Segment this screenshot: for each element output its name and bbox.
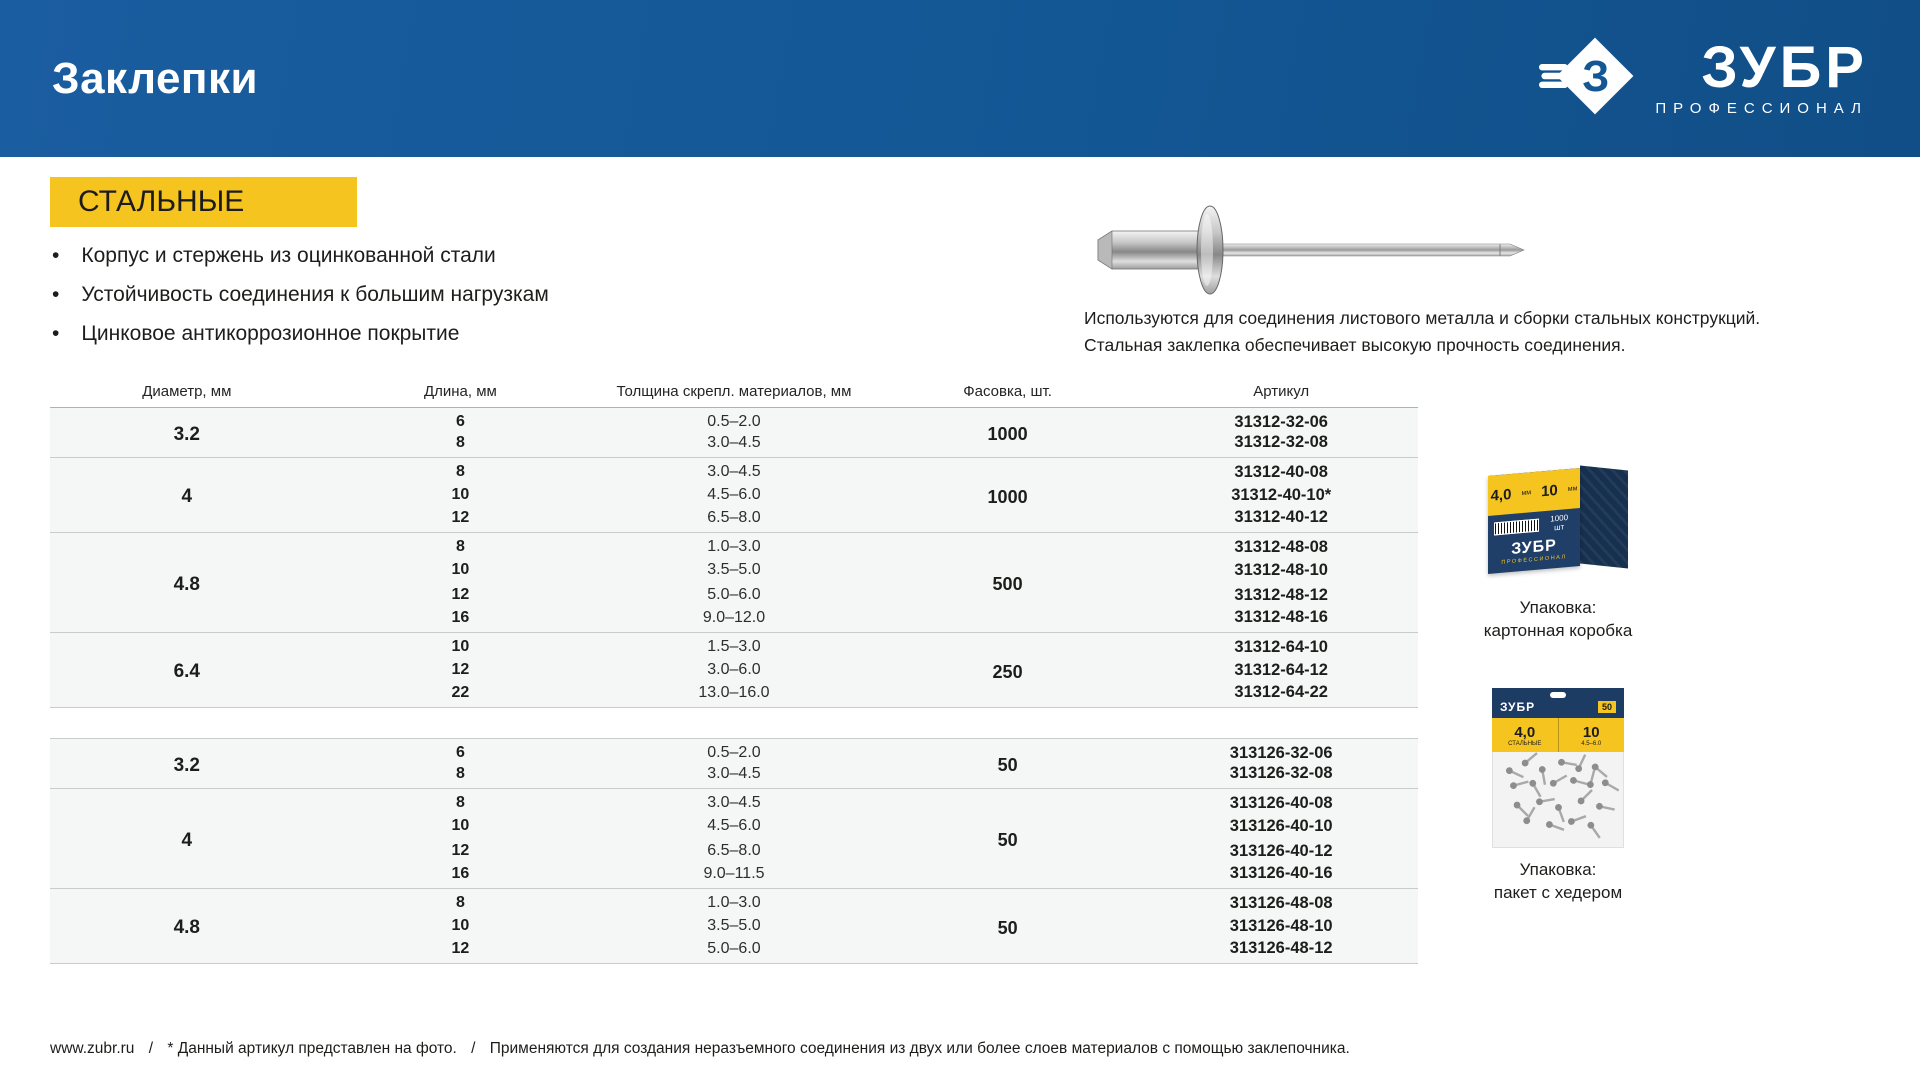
length-cell: 12 <box>324 939 598 964</box>
article-cell: 313126-40-12 <box>1144 839 1418 864</box>
length-cell: 12 <box>324 658 598 683</box>
diameter-cell: 3.2 <box>50 739 324 789</box>
footer-note-usage: Применяются для создания неразъемного соединения из двух или более слоев материалов с помощью заклепочника. <box>489 1040 1350 1057</box>
article-cell: 313126-48-12 <box>1144 939 1418 964</box>
article-cell: 31312-40-10* <box>1144 483 1418 508</box>
length-cell: 10 <box>324 914 598 939</box>
length-cell: 6 <box>324 408 598 433</box>
article-cell: 31312-64-10 <box>1144 633 1418 658</box>
bag-material-label: СТАЛЬНЫЕ <box>1508 740 1542 747</box>
diameter-cell: 6.4 <box>50 633 324 708</box>
footer-separator: / <box>471 1040 476 1057</box>
length-cell: 8 <box>324 889 598 914</box>
thickness-cell: 3.0–4.5 <box>597 458 871 483</box>
svg-text:З: З <box>1582 53 1610 102</box>
brand-text <box>1655 34 1868 118</box>
caption-line: пакет с хедером <box>1493 883 1623 902</box>
feature-item: • Устойчивость соединения к большим нагрузкам <box>52 283 549 307</box>
feature-item: • Цинковое антикоррозионное покрытие <box>52 322 549 346</box>
article-cell: 31312-48-10 <box>1144 558 1418 583</box>
feature-item: • Корпус и стержень из оцинкованной стали <box>52 244 549 268</box>
table-row <box>50 533 1418 558</box>
box-length-label: 10 <box>1541 481 1558 500</box>
length-cell: 8 <box>324 764 598 789</box>
group-3.2 <box>50 408 1418 458</box>
pack-cell: 250 <box>871 633 1145 708</box>
table-row <box>50 889 1418 914</box>
bag-label <box>1492 718 1624 752</box>
box-diameter-label: 4,0 <box>1490 485 1512 505</box>
thickness-cell: 13.0–16.0 <box>597 683 871 708</box>
col-header-thickness: Толщина скрепл. материалов, мм <box>597 381 871 408</box>
thickness-cell: 6.5–8.0 <box>597 508 871 533</box>
length-cell: 12 <box>324 839 598 864</box>
length-cell: 10 <box>324 558 598 583</box>
description-line: Стальная заклепка обеспечивает высокую прочность соединения. <box>1084 335 1626 355</box>
thickness-cell: 5.0–6.0 <box>597 939 871 964</box>
thickness-cell: 9.0–11.5 <box>597 864 871 889</box>
diameter-cell: 4.8 <box>50 533 324 633</box>
length-cell: 8 <box>324 789 598 814</box>
article-cell: 313126-32-08 <box>1144 764 1418 789</box>
article-cell: 31312-32-08 <box>1144 433 1418 458</box>
thickness-cell: 9.0–12.0 <box>597 608 871 633</box>
thickness-cell: 3.0–4.5 <box>597 764 871 789</box>
pack-cell: 500 <box>871 533 1145 633</box>
article-cell: 31312-32-06 <box>1144 408 1418 433</box>
box-package-image <box>1482 458 1634 586</box>
brand-logo <box>1539 35 1868 122</box>
article-cell: 31312-64-22 <box>1144 683 1418 708</box>
box-length-unit: мм <box>1567 484 1578 493</box>
category-badge: СТАЛЬНЫЕ <box>50 177 357 227</box>
packaging-box <box>1470 458 1646 642</box>
col-header-pack: Фасовка, шт. <box>871 381 1145 408</box>
pack-cell: 50 <box>871 739 1145 789</box>
length-cell: 8 <box>324 433 598 458</box>
pack-cell: 50 <box>871 789 1145 889</box>
bag-package-image <box>1492 688 1624 848</box>
article-cell: 313126-40-16 <box>1144 864 1418 889</box>
thickness-cell: 1.0–3.0 <box>597 889 871 914</box>
diameter-cell: 4.8 <box>50 889 324 964</box>
barcode-icon <box>1494 518 1539 535</box>
caption-line: картонная коробка <box>1483 621 1633 640</box>
thickness-cell: 3.0–6.0 <box>597 658 871 683</box>
bag-brand-label: ЗУБР <box>1500 700 1536 714</box>
packaging-caption <box>1470 596 1646 642</box>
table-row <box>50 739 1418 764</box>
article-cell: 313126-40-10 <box>1144 814 1418 839</box>
col-header-length: Длина, мм <box>324 381 598 408</box>
thickness-cell: 4.5–6.0 <box>597 814 871 839</box>
length-cell: 10 <box>324 483 598 508</box>
footer-note-asterisk: * Данный артикул представлен на фото. <box>167 1040 457 1057</box>
length-cell: 8 <box>324 458 598 483</box>
description-line: Используются для соединения листового металла и сборки стальных конструкций. <box>1084 308 1761 328</box>
brand-tagline: ПРОФЕССИОНАЛ <box>1655 100 1868 118</box>
length-cell: 6 <box>324 739 598 764</box>
feature-list <box>52 244 549 361</box>
bag-body <box>1492 752 1624 848</box>
product-description <box>1084 305 1760 359</box>
brand-name: ЗУБР <box>1701 34 1868 100</box>
caption-line: Упаковка: <box>1519 860 1597 879</box>
thickness-cell: 1.5–3.0 <box>597 633 871 658</box>
group-4.8 <box>50 533 1418 633</box>
box-brand-tagline: ПРОФЕССИОНАЛ <box>1501 554 1567 566</box>
col-header-article: Артикул <box>1144 381 1418 408</box>
length-cell: 10 <box>324 633 598 658</box>
length-cell: 16 <box>324 608 598 633</box>
packaging-caption <box>1470 858 1646 904</box>
group-6.4 <box>50 633 1418 708</box>
bag-range-label: 4.5–6.0 <box>1581 740 1602 747</box>
pack-cell: 1000 <box>871 408 1145 458</box>
length-cell: 8 <box>324 533 598 558</box>
length-cell: 16 <box>324 864 598 889</box>
article-cell: 31312-40-08 <box>1144 458 1418 483</box>
article-cell: 313126-48-10 <box>1144 914 1418 939</box>
thickness-cell: 0.5–2.0 <box>597 739 871 764</box>
bag-length-label: 10 <box>1582 723 1600 741</box>
article-cell: 313126-48-08 <box>1144 889 1418 914</box>
bag-length-col <box>1558 718 1625 752</box>
box-count-label: 1000 шт <box>1550 513 1569 533</box>
article-cell: 31312-64-12 <box>1144 658 1418 683</box>
spec-tables <box>50 381 1418 964</box>
page-title: Заклепки <box>52 53 259 103</box>
thickness-cell: 6.5–8.0 <box>597 839 871 864</box>
spec-table-bulk <box>50 381 1418 708</box>
box-side-face <box>1580 465 1628 568</box>
diameter-cell: 4 <box>50 789 324 889</box>
caption-line: Упаковка: <box>1519 598 1597 617</box>
col-header-diameter: Диаметр, мм <box>50 381 324 408</box>
page-footer <box>50 1040 1360 1058</box>
length-cell: 12 <box>324 508 598 533</box>
bag-header-card <box>1492 688 1624 718</box>
group-4 <box>50 458 1418 533</box>
page-header <box>0 0 1920 157</box>
site-link[interactable]: www.zubr.ru <box>50 1040 135 1057</box>
group-4.8 <box>50 889 1418 964</box>
thickness-cell: 4.5–6.0 <box>597 483 871 508</box>
box-diameter-unit: мм <box>1521 488 1532 497</box>
length-cell: 10 <box>324 814 598 839</box>
box-brand-label: ЗУБР <box>1511 537 1557 558</box>
bag-count-badge: 50 <box>1598 701 1616 713</box>
group-4 <box>50 789 1418 889</box>
thickness-cell: 3.5–5.0 <box>597 558 871 583</box>
article-cell: 313126-40-08 <box>1144 789 1418 814</box>
bag-diameter-label: 4,0 <box>1514 723 1536 741</box>
table-row <box>50 633 1418 658</box>
table-row <box>50 408 1418 433</box>
packaging-bag <box>1470 688 1646 904</box>
thickness-cell: 0.5–2.0 <box>597 408 871 433</box>
table-header <box>50 381 1418 408</box>
footer-separator: / <box>148 1040 154 1057</box>
article-cell: 313126-32-06 <box>1144 739 1418 764</box>
length-cell: 22 <box>324 683 598 708</box>
thickness-cell: 5.0–6.0 <box>597 583 871 608</box>
thickness-cell: 3.5–5.0 <box>597 914 871 939</box>
article-cell: 31312-48-12 <box>1144 583 1418 608</box>
article-cell: 31312-48-08 <box>1144 533 1418 558</box>
bag-diameter-col <box>1492 718 1558 752</box>
zubr-diamond-icon <box>1539 35 1635 122</box>
box-front-face <box>1488 468 1580 574</box>
group-3.2 <box>50 739 1418 789</box>
table-header-row <box>50 381 1418 408</box>
article-cell: 31312-40-12 <box>1144 508 1418 533</box>
thickness-cell: 1.0–3.0 <box>597 533 871 558</box>
length-cell: 12 <box>324 583 598 608</box>
spec-table-retail <box>50 738 1418 964</box>
pack-cell: 50 <box>871 889 1145 964</box>
diameter-cell: 3.2 <box>50 408 324 458</box>
table-row <box>50 458 1418 483</box>
article-cell: 31312-48-16 <box>1144 608 1418 633</box>
diameter-cell: 4 <box>50 458 324 533</box>
rivet-product-image <box>1080 203 1540 303</box>
table-row <box>50 789 1418 814</box>
thickness-cell: 3.0–4.5 <box>597 433 871 458</box>
thickness-cell: 3.0–4.5 <box>597 789 871 814</box>
pack-cell: 1000 <box>871 458 1145 533</box>
